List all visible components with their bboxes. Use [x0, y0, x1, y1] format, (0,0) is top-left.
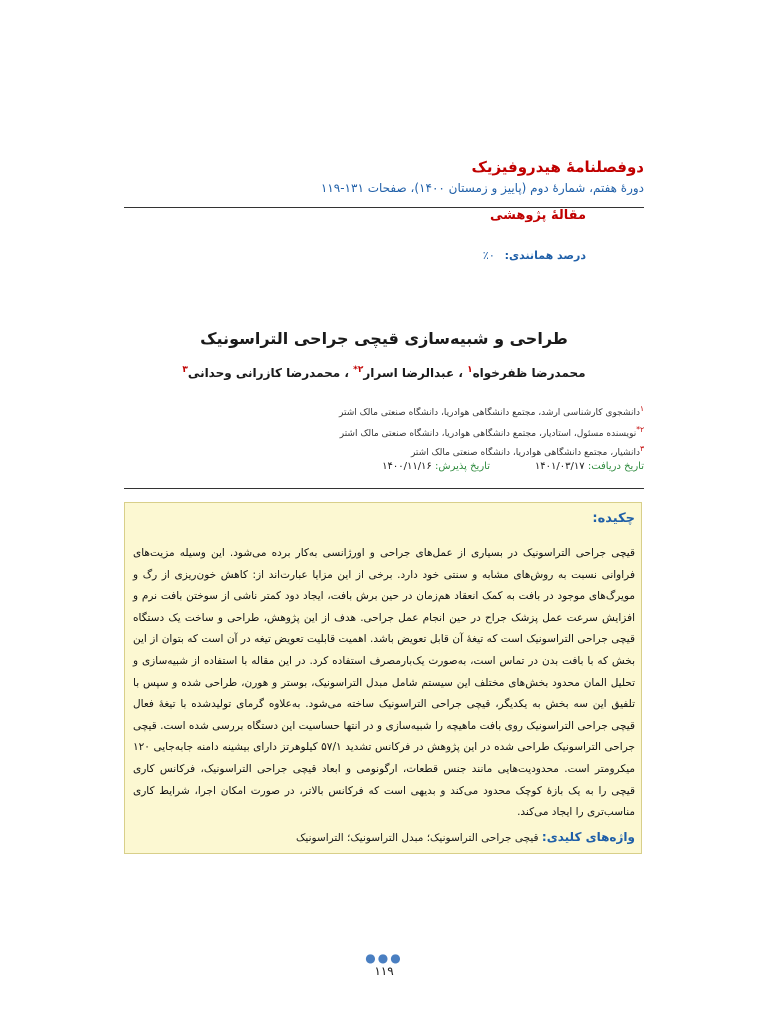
author-1: محمدرضا ظفرخواه — [472, 366, 586, 380]
author-3-mark: ۳ — [182, 365, 188, 375]
affiliation-1-mark: ۱ — [639, 404, 644, 413]
affiliation-2 — [124, 425, 644, 439]
received-date — [535, 461, 644, 472]
journal-name: دوفصلنامهٔ هیدروفیزیک — [471, 158, 644, 176]
abstract-box — [124, 502, 642, 854]
keywords — [133, 830, 635, 844]
author-list — [124, 365, 644, 380]
similarity-value: ۰٪ — [482, 249, 495, 262]
affiliation-3-text: دانشیار، مجتمع دانشگاهی هوادریا، دانشگاه صنعتی مالک اشتر — [410, 448, 640, 458]
received-label: تاریخ دریافت: — [587, 461, 644, 472]
abstract-heading: چکیده: — [592, 511, 635, 526]
ornament-dots: ●●● — [365, 951, 403, 965]
affiliation-1-text: دانشجوی کارشناسی ارشد، مجتمع دانشگاهی هوادریا، دانشگاه صنعتی مالک اشتر — [339, 408, 640, 418]
keywords-list: قیچی جراحی التراسونیک؛ مبدل التراسونیک؛ التراسونیک — [296, 832, 539, 844]
accepted-value: ۱۴۰۰/۱۱/۱۶ — [382, 461, 432, 472]
similarity-label: درصد همانندی: — [504, 249, 586, 262]
dates-divider — [124, 488, 644, 489]
similarity-index — [483, 249, 586, 262]
author-1-mark: ۱ — [467, 365, 473, 375]
keywords-label: واژه‌های کلیدی: — [541, 830, 635, 844]
accepted-label: تاریخ پذیرش: — [435, 461, 490, 472]
author-2: ، عبدالرضا اسرار — [363, 366, 463, 380]
accepted-date — [382, 461, 490, 472]
author-2-mark: ۲* — [353, 365, 364, 375]
affiliation-2-mark: ۲* — [636, 425, 644, 434]
affiliation-1 — [124, 404, 644, 418]
paper-title: طراحی و شبیه‌سازی قیچی جراحی التراسونیک — [200, 329, 568, 348]
page-number: ۱۱۹ — [374, 964, 394, 978]
received-value: ۱۴۰۱/۰۳/۱۷ — [534, 461, 585, 472]
abstract-text: قیچی جراحی التراسونیک در بسیاری از عمل‌های جراحی و اورژانسی به‌کار برده می‌شود. این وسیله مزیت‌های فراوانی نسبت به روش‌های مشابه و سنتی خود دارد. برخی از این مزایا عبارت‌اند از: کاهش خون‌ریزی از رگ و مویرگ‌های موجود در بافت به کمک انعقاد هم‌زمان در حین برش بافت، ایجاد دود کمتر ناشی از سوختن بافت نرم و افزایش سرعت عمل پزشک جراح در حین انجام عمل جراحی. هدف از این پژوهش، طراحی و ساخت یک دستگاه قیچی جراحی التراسونیک است که تیغهٔ آن قابل تعویض باشد. اهمیت قابلیت تعویض تیغه در آن است که بتوان از این بخش که با بافت بدن در تماس است، به‌صورت یک‌بارمصرف استفاده کرد. در این مقاله با استفاده از شبیه‌سازی و تحلیل المان محدود بخش‌های مختلف این سیستم شامل مبدل التراسونیک، بوستر و هورن، طراحی شده و سپس با تلفیق این سه بخش به یکدیگر، قیچی جراحی التراسونیک ساخته می‌شود. به‌علاوه گرمای تولیدشده با تیغهٔ فعال قیچی جراحی التراسونیک روی بافت ماهیچه را شبیه‌سازی و در انتها حساسیت این دستگاه بررسی شده است. قیچی جراحی التراسونیک طراحی شده در این پژوهش در فرکانس تشدید ۵۷/۱ کیلوهرتز دارای بیشینه دامنه جابه‌جایی ۱۲۰ میکرومتر است. محدودیت‌هایی مانند جنس قطعات، ارگونومی و ابعاد قیچی جراحی التراسونیک، فرکانس کاری قیچی را به یک بازهٔ کوچک محدود می‌کند و بدیهی است که فرکانس بالاتر، در صورت امکان اجرا، شرایط کاری مناسب‌تری را ایجاد می‌کند. — [133, 547, 635, 819]
article-type: مقالهٔ پژوهشی — [489, 208, 586, 223]
issue-info: دورهٔ هفتم، شمارهٔ دوم (پاییز و زمستان ۱۴۰۰)، صفحات ۱۳۱-۱۱۹ — [320, 181, 644, 195]
author-3: ، محمدرضا کازرانی وحدانی — [187, 366, 349, 380]
affiliation-2-text: نویسنده مسئول، استادیار، مجتمع دانشگاهی هوادریا، دانشگاه صنعتی مالک اشتر — [339, 429, 637, 439]
affiliation-3 — [124, 444, 644, 458]
affiliation-3-mark: ۳ — [639, 444, 644, 453]
